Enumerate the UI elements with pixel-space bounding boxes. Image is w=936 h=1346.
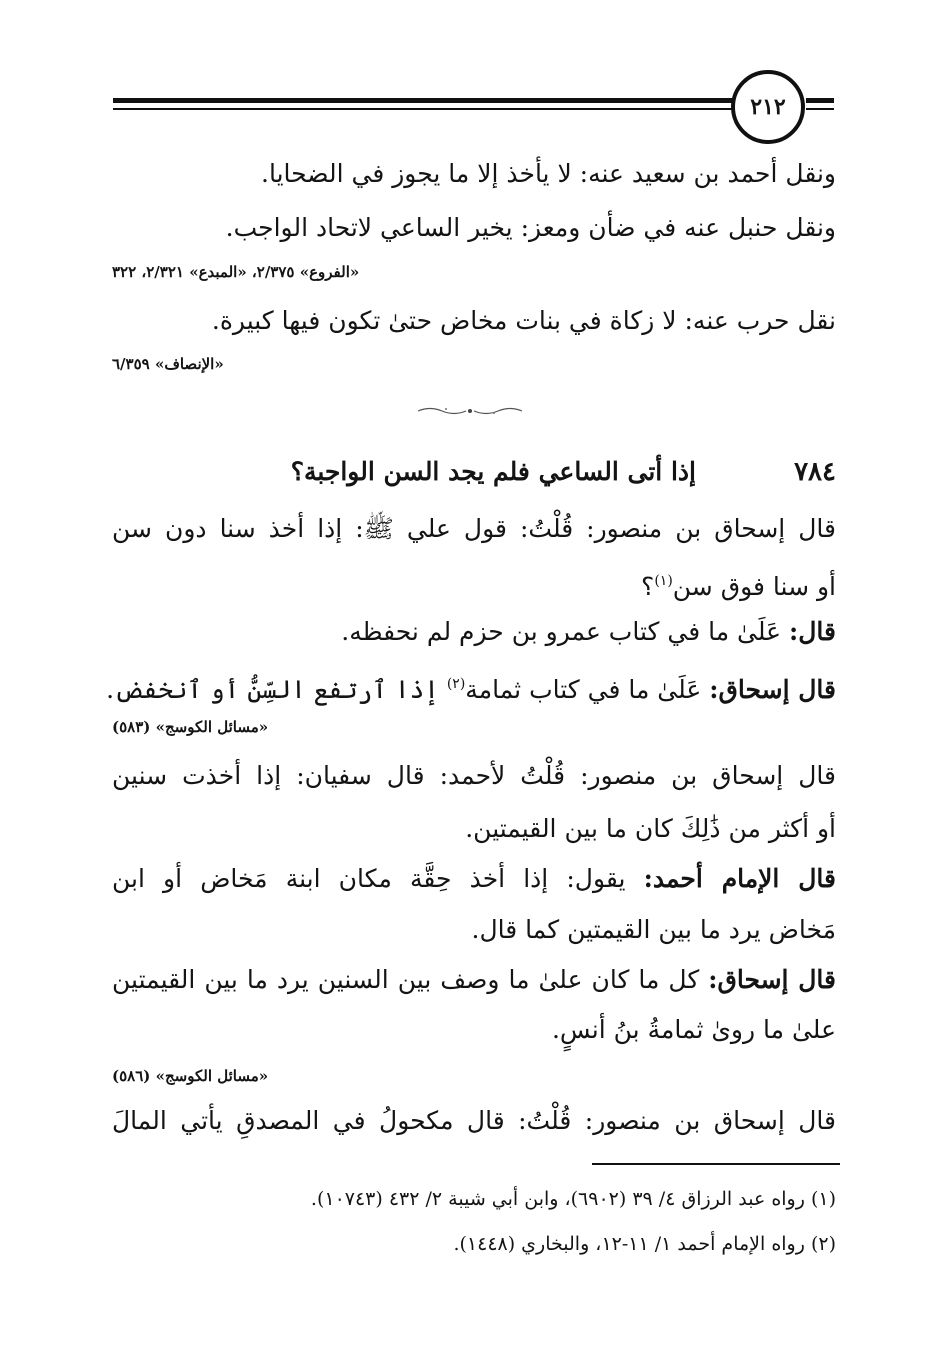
text-line-1: ونقل أحمد بن سعيد عنه: لا يأخذ إلا ما يجوز في الضحايا. — [261, 159, 836, 188]
question-mark: ؟ — [641, 572, 655, 601]
paragraph-text: كل ما كان علىٰ ما وصف بين السنين يرد ما بين القيمتين — [112, 965, 709, 994]
section-heading — [112, 452, 836, 492]
reference-citation: «الإنصاف» ٦/٣٥٩ — [112, 355, 224, 373]
paragraph-line — [112, 962, 836, 998]
reference-citation: «مسائل الكوسج» (٥٨٦) — [112, 1067, 269, 1085]
reference-citation: «مسائل الكوسج» (٥٨٣) — [112, 718, 269, 736]
footnote-1: (١) رواه عبد الرزاق ٤/ ٣٩ (٦٩٠٢)، وابن أبي شيبة ٢/ ٤٣٢ (١٠٧٤٣). — [310, 1188, 836, 1210]
paragraph-text: عَلَىٰ ما في كتاب ثمامة — [465, 675, 710, 704]
speaker-label: قال: — [789, 617, 836, 646]
header-rule-right-thin — [806, 108, 834, 110]
paragraph-line: قال إسحاق بن منصور: قُلْتُ: قال مكحولُ في المصدقِ يأتي المالَ — [112, 1106, 836, 1135]
paragraph-line — [112, 861, 836, 897]
paragraph-line: قال إسحاق بن منصور: قُلْتُ: قول علي ﷺ: إذا أخذ سنا دون سن — [112, 514, 836, 543]
footnote-2: (٢) رواه الإمام أحمد ١/ ١١-١٢، والبخاري (١٤٤٨). — [453, 1233, 836, 1255]
page-number: ٢١٢ — [731, 70, 805, 144]
paragraph-text: أو سنا فوق سن — [672, 572, 836, 601]
speaker-label: قال الإمام أحمد: — [643, 864, 836, 893]
paragraph-line: قال إسحاق بن منصور: قُلْتُ لأحمد: قال سفيان: إذا أخذت سنين — [112, 761, 836, 790]
paragraph-line: مَخاض يرد ما بين القيمتين كما قال. — [471, 915, 836, 944]
text-line-3: نقل حرب عنه: لا زكاة في بنات مخاض حتىٰ تكون فيها كبيرة. — [211, 306, 836, 335]
paragraph-text: يقول: إذا أخذ حِقَّة مكان ابنة مَخاض أو ابن — [112, 864, 644, 893]
header-rule-right — [806, 98, 834, 103]
speaker-label: قال إسحاق: — [709, 675, 836, 704]
footnote-marker: (١) — [654, 573, 673, 589]
paragraph-line: أو أكثر من ذَٰلِكَ كان ما بين القيمتين. — [465, 814, 836, 843]
paragraph-line — [106, 666, 836, 708]
paragraph-line — [112, 563, 836, 605]
paragraph-text: إذا ٱرتفع السِّنُّ أو ٱنخفض. — [106, 675, 447, 704]
header-rule — [113, 98, 733, 103]
header-rule-thin — [113, 108, 733, 110]
text-line-2: ونقل حنبل عنه في ضأن ومعز: يخير الساعي لاتحاد الواجب. — [225, 213, 836, 242]
section-divider-ornament — [410, 404, 530, 418]
paragraph-line: علىٰ ما روىٰ ثمامةُ بنُ أنسٍ. — [551, 1015, 836, 1044]
reference-citation: «الفروع» ٢/٣٧٥، «المبدع» ٢/٣٢١، ٣٢٢ — [112, 263, 360, 281]
paragraph-text: عَلَىٰ ما في كتاب عمرو بن حزم لم نحفظه. — [341, 617, 790, 646]
section-number: ٧٨٤ — [794, 457, 836, 487]
footnote-separator — [592, 1163, 840, 1165]
section-title: إذا أتى الساعي فلم يجد السن الواجبة؟ — [290, 457, 696, 486]
speaker-label: قال إسحاق: — [708, 965, 836, 994]
footnote-marker: (٢) — [446, 676, 466, 692]
paragraph-line — [112, 614, 836, 650]
